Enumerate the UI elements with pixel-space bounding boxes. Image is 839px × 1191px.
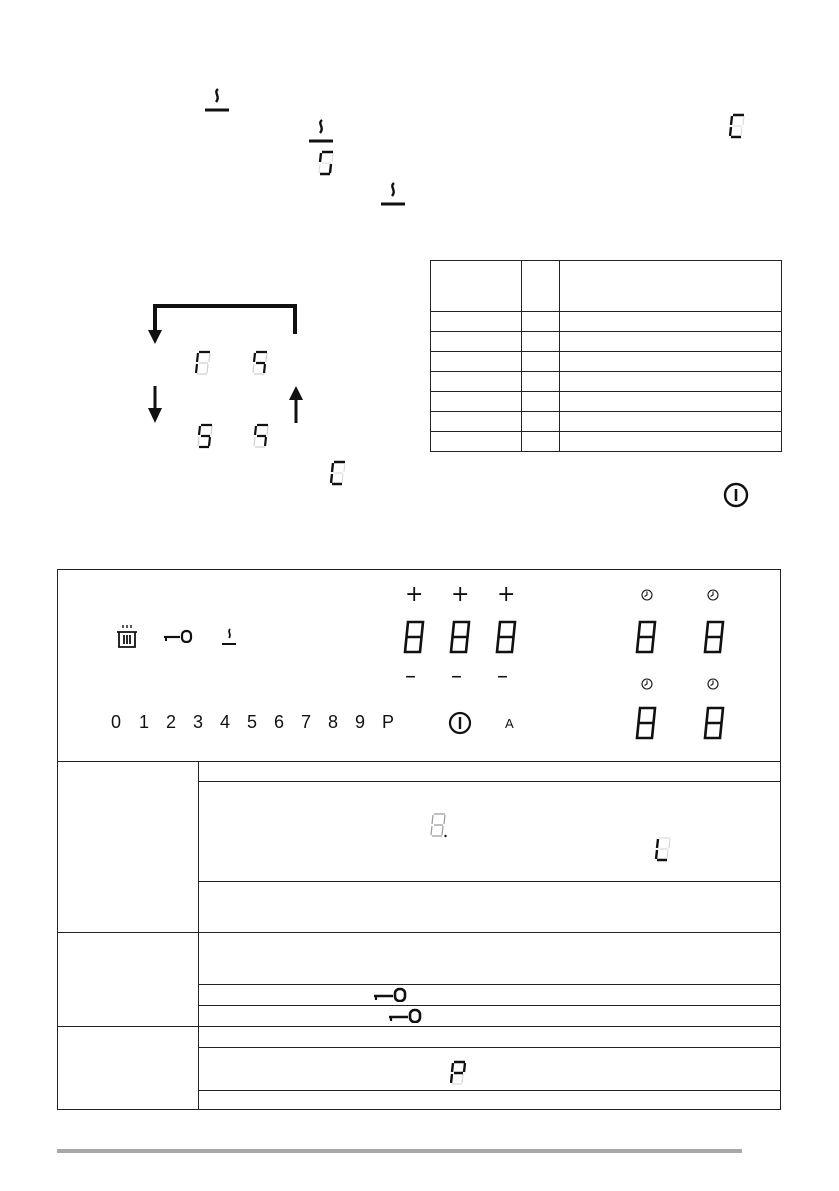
power-level-1[interactable]: 1 (139, 712, 150, 732)
hood-icon (115, 624, 139, 650)
power-level-2[interactable]: 2 (166, 712, 177, 732)
seven-segment-l-icon (655, 836, 673, 862)
timer-display-2 (702, 619, 726, 655)
key-lock-icon (163, 629, 193, 643)
overview-table (430, 260, 782, 452)
zone-display-2 (448, 619, 472, 655)
on-off-icon[interactable] (448, 711, 472, 735)
timer-display-3 (634, 705, 658, 741)
seven-segment-c-icon (330, 460, 348, 486)
plus-button[interactable]: + (451, 582, 470, 607)
auto-button[interactable]: A (505, 716, 514, 731)
timer-icon (707, 589, 719, 601)
heat-icon-2 (308, 117, 334, 145)
on-off-icon (723, 482, 749, 508)
timer-display-4 (702, 705, 726, 741)
power-level-9[interactable]: 9 (355, 712, 366, 732)
cycle-diagram (140, 298, 320, 458)
plus-button[interactable]: + (405, 582, 424, 607)
power-level-0[interactable]: 0 (111, 712, 122, 732)
seven-segment-digit-icon (253, 423, 271, 449)
timer-icon (641, 678, 653, 690)
footer-rule (57, 1149, 742, 1153)
minus-button[interactable]: – (497, 664, 508, 689)
heat-icon-3 (380, 180, 406, 208)
power-level-8[interactable]: 8 (328, 712, 339, 732)
heat-icon (220, 627, 238, 647)
minus-button[interactable]: – (405, 664, 416, 689)
minus-button[interactable]: – (451, 664, 462, 689)
power-level-6[interactable]: 6 (274, 712, 285, 732)
power-level-5[interactable]: 5 (247, 712, 258, 732)
timer-icon (707, 678, 719, 690)
seven-segment-p-icon (450, 1060, 468, 1086)
key-lock-icon (388, 1008, 422, 1023)
timer-icon (641, 589, 653, 601)
heat-icon-1 (204, 86, 230, 114)
power-level-7[interactable]: 7 (301, 712, 312, 732)
zone-display-1 (402, 619, 426, 655)
timer-display-1 (634, 619, 658, 655)
seven-segment-s-icon (318, 150, 336, 176)
key-lock-icon (373, 987, 407, 1002)
power-level-p[interactable]: P (382, 712, 395, 732)
seven-segment-digit-icon (197, 423, 215, 449)
seven-segment-digit-icon (195, 350, 213, 376)
power-level-3[interactable]: 3 (193, 712, 204, 732)
seven-segment-c-icon (729, 113, 747, 139)
seven-segment-digit-icon (252, 350, 270, 376)
plus-button[interactable]: + (497, 582, 516, 607)
seven-segment-digit-icon (430, 812, 448, 838)
zone-display-3 (494, 619, 518, 655)
power-level-4[interactable]: 4 (220, 712, 231, 732)
